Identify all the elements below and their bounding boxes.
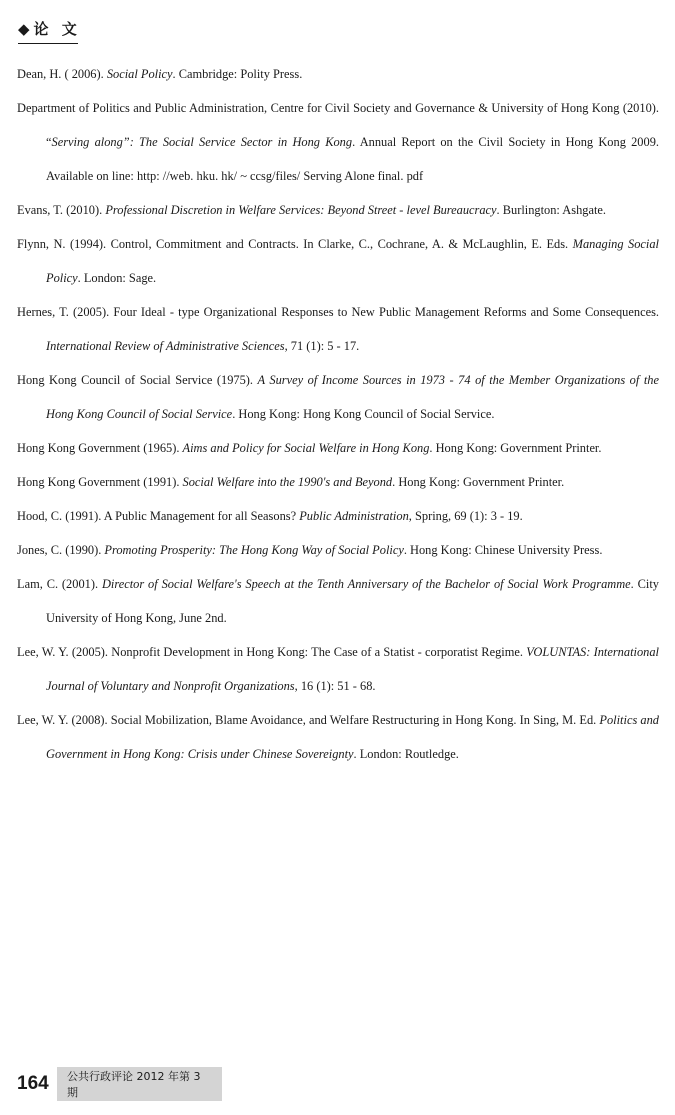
ref-authors: Hong Kong Council of Social Service (1975). xyxy=(17,373,258,387)
ref-source: . Hong Kong: Chinese University Press. xyxy=(403,543,603,557)
ref-title: Aims and Policy for Social Welfare in Hong Kong xyxy=(182,441,430,455)
ref-source: . Burlington: Ashgate. xyxy=(496,203,606,217)
ref-authors: Hood, C. (1991). A Public Management for all Seasons? xyxy=(17,509,300,523)
ref-title: Serving along”: The Social Service Sector in Hong Kong xyxy=(51,135,353,149)
reference-item xyxy=(17,533,659,567)
ref-source: . London: Sage. xyxy=(77,271,157,285)
ref-title: Social Policy xyxy=(106,67,173,81)
journal-issue-label: 公共行政评论 2012 年第 3 期 xyxy=(57,1067,222,1101)
reference-item xyxy=(17,193,659,227)
reference-item xyxy=(17,57,659,91)
reference-item xyxy=(17,567,659,635)
ref-authors: Hong Kong Government (1965). xyxy=(17,441,183,455)
ref-authors: Lam, C. (2001). xyxy=(17,577,102,591)
ref-title: Public Administration xyxy=(299,509,409,523)
ref-source: . City University of Hong Kong, June 2nd. xyxy=(46,577,659,625)
ref-authors: Hernes, T. (2005). Four Ideal - type Organizational Responses to New Public Management Reforms and Some Consequences. xyxy=(17,305,659,319)
ref-source: , 71 (1): 5 - 17. xyxy=(284,339,360,353)
reference-item xyxy=(17,363,659,431)
reference-item xyxy=(17,227,659,295)
ref-authors: Lee, W. Y. (2005). Nonprofit Development in Hong Kong: The Case of a Statist - corporatist Regime. xyxy=(17,645,527,659)
ref-source: . Hong Kong: Government Printer. xyxy=(392,475,565,489)
ref-source: , Spring, 69 (1): 3 - 19. xyxy=(408,509,523,523)
ref-title: A Survey of Income Sources in 1973 - 74 of the Member Organizations of the Hong Kong Council of Social Service xyxy=(46,373,659,421)
ref-authors: Department of Politics and Public Administration, Centre for Civil Society and Governance & University of Hong Kong (2010). “ xyxy=(17,101,659,149)
reference-item xyxy=(17,91,659,193)
ref-title: Managing Social Policy xyxy=(46,237,659,285)
ref-source: . Hong Kong: Government Printer. xyxy=(429,441,602,455)
ref-authors: Hong Kong Government (1991). xyxy=(17,475,183,489)
section-title-underline xyxy=(18,43,78,44)
ref-authors: Dean, H. ( 2006). xyxy=(17,67,107,81)
ref-source: . Cambridge: Polity Press. xyxy=(172,67,303,81)
section-header xyxy=(18,18,81,44)
page-footer xyxy=(17,1067,222,1101)
reference-item xyxy=(17,703,659,771)
ref-title: Politics and Government in Hong Kong: Crisis under Chinese Sovereignty xyxy=(46,713,659,761)
page-number: 164 xyxy=(17,1073,49,1094)
ref-title: VOLUNTAS: International Journal of Voluntary and Nonprofit Organizations xyxy=(46,645,659,693)
ref-title: Social Welfare into the 1990's and Beyond xyxy=(182,475,393,489)
reference-item xyxy=(17,635,659,703)
ref-authors: Lee, W. Y. (2008). Social Mobilization, Blame Avoidance, and Welfare Restructuring in Hong Kong. In Sing, M. Ed. xyxy=(17,713,600,727)
reference-item xyxy=(17,431,659,465)
reference-item xyxy=(17,465,659,499)
ref-authors: Evans, T. (2010). xyxy=(17,203,106,217)
ref-title: Professional Discretion in Welfare Services: Beyond Street - level Bureaucracy xyxy=(105,203,497,217)
ref-title: Director of Social Welfare's Speech at the Tenth Anniversary of the Bachelor of Social Work Programme xyxy=(101,577,631,591)
ref-authors: Flynn, N. (1994). Control, Commitment and Contracts. In Clarke, C., Cochrane, A. & McLaughlin, E. Eds. xyxy=(17,237,573,251)
ref-source: . Hong Kong: Hong Kong Council of Social Service. xyxy=(232,407,495,421)
section-title: ◆论 文 xyxy=(18,20,81,38)
ref-authors: Jones, C. (1990). xyxy=(17,543,105,557)
ref-source: . Annual Report on the Civil Society in Hong Kong 2009. Available on line: http: //web. hku. hk/ ~ ccsg/files/ Serving Alone final. pdf xyxy=(46,135,659,183)
reference-item xyxy=(17,499,659,533)
ref-title: International Review of Administrative Sciences xyxy=(46,339,285,353)
reference-item xyxy=(17,295,659,363)
ref-title: Promoting Prosperity: The Hong Kong Way of Social Policy xyxy=(104,543,404,557)
ref-source: , 16 (1): 51 - 68. xyxy=(294,679,376,693)
reference-list xyxy=(17,57,659,771)
ref-source: . London: Routledge. xyxy=(353,747,459,761)
